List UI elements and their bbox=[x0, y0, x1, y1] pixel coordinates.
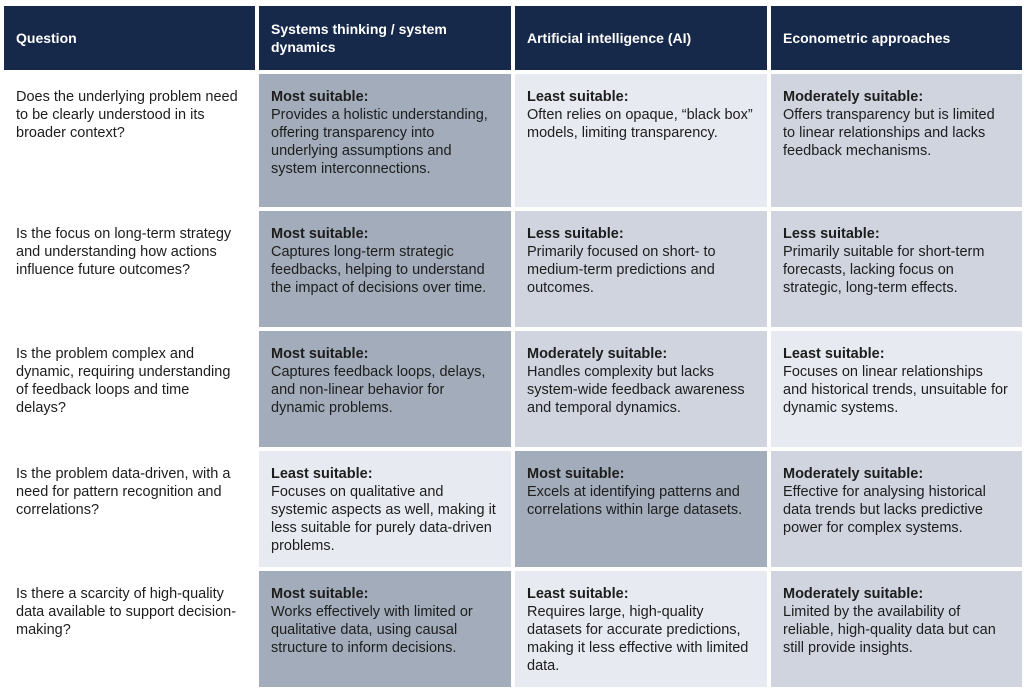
suitability-description: Excels at identifying patterns and correlations within large datasets. bbox=[527, 484, 743, 518]
question-cell: Is the problem data-driven, with a need for pattern recognition and correlations? bbox=[4, 451, 255, 567]
suitability-rating: Least suitable: bbox=[527, 586, 629, 602]
ai-cell bbox=[515, 211, 767, 327]
econometric-cell bbox=[771, 571, 1022, 687]
suitability-rating: Moderately suitable: bbox=[527, 346, 668, 362]
suitability-description: Requires large, high-quality datasets for accurate predictions, making it less effective with limited data. bbox=[527, 604, 749, 674]
table-row bbox=[4, 74, 1022, 211]
question-cell: Is there a scarcity of high-quality data available to support decision-making? bbox=[4, 571, 255, 687]
suitability-rating: Less suitable: bbox=[783, 226, 880, 242]
question-cell: Does the underlying problem need to be clearly understood in its broader context? bbox=[4, 74, 255, 207]
suitability-rating: Moderately suitable: bbox=[783, 89, 924, 105]
table-header-row bbox=[4, 6, 1022, 74]
suitability-description: Captures feedback loops, delays, and non-linear behavior for dynamic problems. bbox=[271, 364, 486, 416]
suitability-description: Primarily focused on short- to medium-term predictions and outcomes. bbox=[527, 244, 716, 296]
suitability-rating: Most suitable: bbox=[271, 586, 369, 602]
suitability-rating: Most suitable: bbox=[271, 89, 369, 105]
suitability-rating: Moderately suitable: bbox=[783, 466, 924, 482]
ai-cell bbox=[515, 74, 767, 207]
ai-cell bbox=[515, 571, 767, 687]
header-systems-thinking: Systems thinking / system dynamics bbox=[259, 6, 511, 70]
table-row bbox=[4, 451, 1022, 571]
header-econometric: Econometric approaches bbox=[771, 6, 1022, 70]
suitability-rating: Less suitable: bbox=[527, 226, 624, 242]
econometric-cell bbox=[771, 451, 1022, 567]
ai-cell bbox=[515, 451, 767, 567]
suitability-description: Captures long-term strategic feedbacks, helping to understand the impact of decisions over time. bbox=[271, 244, 487, 296]
question-cell: Is the problem complex and dynamic, requiring understanding of feedback loops and time delays? bbox=[4, 331, 255, 447]
systems-thinking-cell bbox=[259, 451, 511, 567]
suitability-rating: Most suitable: bbox=[271, 226, 369, 242]
suitability-description: Provides a holistic understanding, offering transparency into underlying assumptions and system interconnections. bbox=[271, 107, 488, 177]
suitability-description: Handles complexity but lacks system-wide feedback awareness and temporal dynamics. bbox=[527, 364, 745, 416]
suitability-description: Works effectively with limited or qualitative data, using causal structure to inform decisions. bbox=[271, 604, 473, 656]
suitability-rating: Least suitable: bbox=[527, 89, 629, 105]
suitability-rating: Moderately suitable: bbox=[783, 586, 924, 602]
suitability-description: Limited by the availability of reliable, high-quality data but can still provide insights. bbox=[783, 604, 996, 656]
suitability-rating: Least suitable: bbox=[271, 466, 373, 482]
header-ai: Artificial intelligence (AI) bbox=[515, 6, 767, 70]
ai-cell bbox=[515, 331, 767, 447]
systems-thinking-cell bbox=[259, 331, 511, 447]
suitability-description: Focuses on linear relationships and historical trends, unsuitable for dynamic systems. bbox=[783, 364, 1008, 416]
econometric-cell bbox=[771, 211, 1022, 327]
suitability-description: Focuses on qualitative and systemic aspects as well, making it less suitable for purely data-driven problems. bbox=[271, 484, 496, 554]
suitability-rating: Most suitable: bbox=[271, 346, 369, 362]
systems-thinking-cell bbox=[259, 571, 511, 687]
suitability-rating: Most suitable: bbox=[527, 466, 625, 482]
econometric-cell bbox=[771, 74, 1022, 207]
comparison-table bbox=[4, 6, 1022, 687]
suitability-description: Often relies on opaque, “black box” models, limiting transparency. bbox=[527, 107, 753, 141]
suitability-description: Primarily suitable for short-term forecasts, lacking focus on strategic, long-term effects. bbox=[783, 244, 985, 296]
econometric-cell bbox=[771, 331, 1022, 447]
systems-thinking-cell bbox=[259, 211, 511, 327]
suitability-description: Effective for analysing historical data trends but lacks predictive power for complex systems. bbox=[783, 484, 986, 536]
header-question: Question bbox=[4, 6, 255, 70]
systems-thinking-cell bbox=[259, 74, 511, 207]
table-row bbox=[4, 211, 1022, 331]
suitability-description: Offers transparency but is limited to linear relationships and lacks feedback mechanisms. bbox=[783, 107, 995, 159]
table-row bbox=[4, 331, 1022, 451]
table-row bbox=[4, 571, 1022, 687]
suitability-rating: Least suitable: bbox=[783, 346, 885, 362]
question-cell: Is the focus on long-term strategy and understanding how actions influence future outcomes? bbox=[4, 211, 255, 327]
